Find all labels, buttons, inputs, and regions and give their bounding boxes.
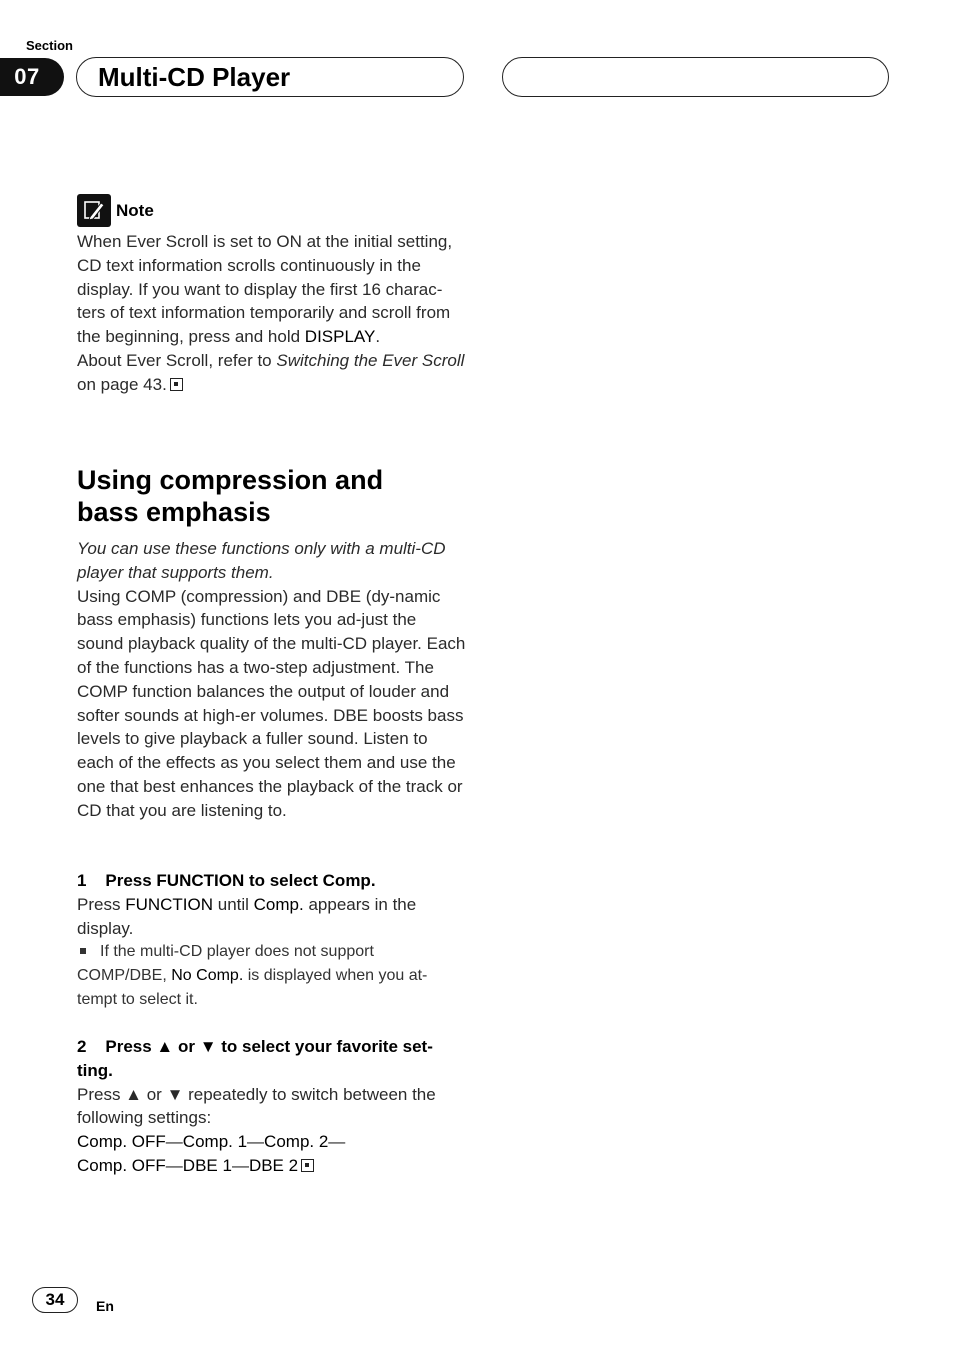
step-2	[77, 1035, 467, 1178]
note-body	[77, 230, 467, 397]
pencil-note-icon	[77, 194, 111, 227]
section-label: Section	[26, 38, 73, 53]
section-number-badge: 07	[0, 58, 64, 96]
settings-sequence-2: Comp. OFF—DBE 1—DBE 2	[77, 1154, 467, 1178]
bullet-square-icon	[80, 948, 86, 954]
step-1-title: 1 Press FUNCTION to select Comp.	[77, 871, 376, 890]
intro-italic: You can use these functions only with a multi-CD player that supports them.	[77, 539, 446, 582]
header-blank-frame	[502, 57, 889, 97]
step-2-body: Press ▲ or ▼ repeatedly to switch between the following settings:	[77, 1084, 436, 1128]
step-2-title: 2 Press ▲ or ▼ to select your favorite set-ting.	[77, 1037, 433, 1080]
settings-sequence-1: Comp. OFF—Comp. 1—Comp. 2—	[77, 1132, 346, 1152]
language-code: En	[96, 1298, 114, 1314]
chapter-title	[76, 57, 464, 97]
body-paragraph: Using COMP (compression) and DBE (dy-namic bass emphasis) functions lets you ad-just the sound playback quality of the multi-CD player. Each of the functions has a two-step adjustment. The COMP function balances the output of louder and softer sounds at high-er volumes. DBE boosts bass levels to give playback a fuller sound. Listen to each of the effects as you select them and use the one that best enhances the playback of the track or CD that you are listening to.	[77, 586, 466, 820]
page-number: 34	[32, 1287, 78, 1313]
note-paragraph-2: About Ever Scroll, refer to Switching the Ever Scroll on page 43.	[77, 350, 465, 394]
note-header	[77, 194, 467, 227]
chapter-title-text: Multi-CD Player	[98, 61, 291, 92]
step-1	[77, 869, 467, 1012]
step-1-note: If the multi-CD player does not support COMP/DBE, No Comp. is displayed when you at-tempt to select it.	[77, 943, 428, 1008]
section-body	[77, 537, 467, 823]
note-paragraph-1: When Ever Scroll is set to ON at the initial setting, CD text information scrolls continuously in the display. If you want to display the first 16 charac-ters of text information temporarily and scroll from the beginning, press and hold DISPLAY.	[77, 232, 453, 347]
section-heading: Using compression and bass emphasis	[77, 465, 384, 527]
step-1-body: Press FUNCTION until Comp. appears in the display.	[77, 894, 417, 938]
note-title: Note	[116, 200, 154, 220]
end-mark-icon	[170, 378, 183, 391]
end-mark-icon	[301, 1159, 314, 1172]
